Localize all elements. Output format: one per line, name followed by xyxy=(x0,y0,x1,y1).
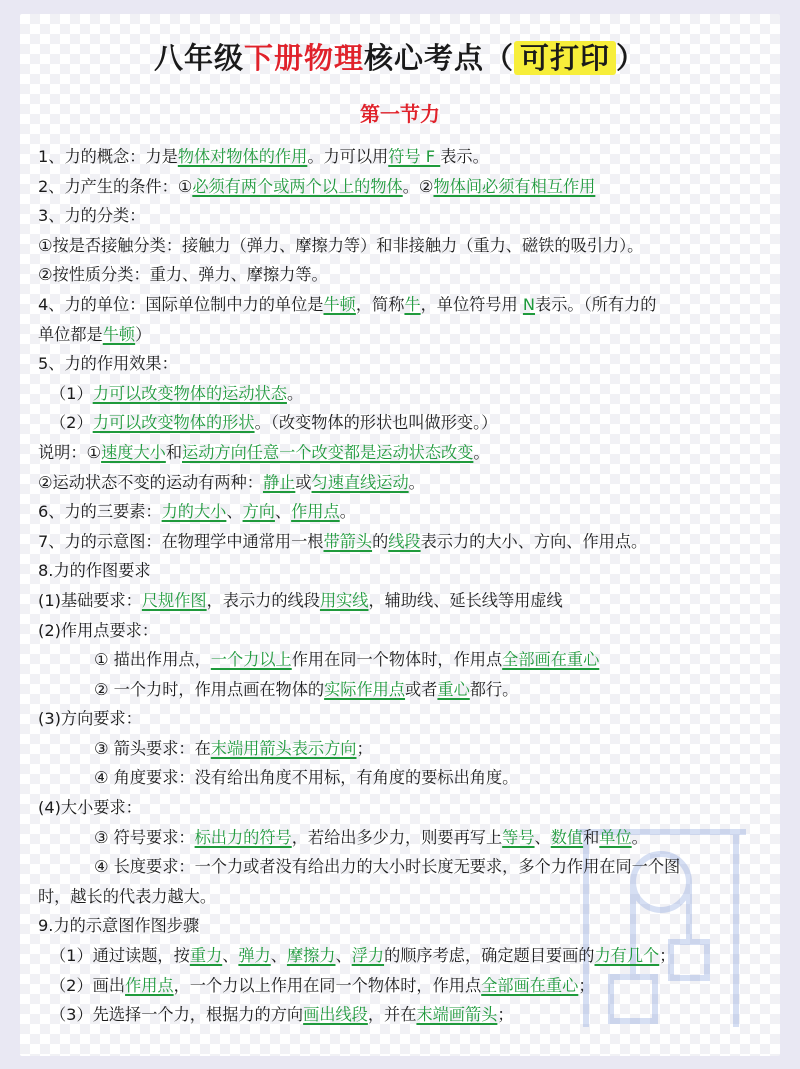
title-part-topic: 核心考点（ xyxy=(363,41,514,75)
line-text: ； xyxy=(356,738,373,758)
key-term: 单位 xyxy=(599,827,632,847)
line-text: 5、力的作用效果： xyxy=(38,354,178,374)
key-term: 实际作用点 xyxy=(324,679,406,699)
line-text: 表示力的大小、方向、作用点。 xyxy=(420,531,648,551)
line-text: ，辅助线、延长线等用虚线 xyxy=(368,590,563,610)
content-line xyxy=(38,260,778,290)
content-line xyxy=(38,468,778,498)
line-text: ） xyxy=(135,324,152,344)
key-term: 牛 xyxy=(404,294,421,314)
line-text: 。 xyxy=(286,383,304,403)
content-line xyxy=(38,290,778,320)
line-text: ③ 箭头要求：在 xyxy=(94,738,211,758)
line-text: ① 描出作用点， xyxy=(94,650,211,670)
key-term: 牛顿 xyxy=(102,324,136,344)
key-term: 符号 F xyxy=(388,147,441,166)
line-text: 。 xyxy=(339,502,356,522)
line-text: 、 xyxy=(270,946,287,966)
key-term: 数值 xyxy=(550,827,584,847)
line-text: 9.力的示意图作图步骤 xyxy=(38,916,200,936)
line-text: (3)方向要求： xyxy=(38,709,142,729)
key-term: 尺规作图 xyxy=(141,590,207,610)
key-term: 带箭头 xyxy=(323,531,373,551)
content-line xyxy=(38,349,778,379)
line-text: ，单位符号用 xyxy=(420,294,523,314)
key-term: 速度大小 xyxy=(101,442,166,462)
line-text: 4、力的单位：国际单位制中力的单位是 xyxy=(38,294,324,314)
note-card xyxy=(20,14,780,1056)
line-text: 。 xyxy=(631,827,648,847)
title-printable-badge: 可打印 xyxy=(514,41,616,75)
line-text: 1、力的概念：力是 xyxy=(38,147,178,166)
line-text: （2）画出 xyxy=(50,975,126,995)
key-term: 重心 xyxy=(437,679,470,699)
line-text: ④ 角度要求：没有给出角度不用标，有角度的要标出角度。 xyxy=(94,768,519,788)
content-line xyxy=(38,408,778,438)
key-term: 作用点 xyxy=(291,502,340,522)
content-line xyxy=(38,793,778,823)
key-term: 全部画在重心 xyxy=(481,975,579,995)
content-line xyxy=(38,675,778,705)
line-text: ，一个力以上作用在同一个物体时，作用点 xyxy=(173,975,482,995)
content-line xyxy=(38,645,778,675)
line-text: 作用在同一个物体时，作用点 xyxy=(291,650,503,670)
key-term: 标出力的符号 xyxy=(194,827,292,847)
key-term: 力的大小 xyxy=(161,502,227,522)
key-term: 方向 xyxy=(242,502,275,522)
key-term: 摩擦力 xyxy=(286,946,336,966)
line-text: （3）先选择一个力，根据力的方向 xyxy=(50,1005,304,1025)
line-text: 。 xyxy=(408,472,425,492)
content-line xyxy=(38,320,778,350)
line-text: 或者 xyxy=(405,679,438,699)
line-text: 、 xyxy=(335,946,352,966)
key-term: 匀速直线运动 xyxy=(311,472,409,492)
key-term: 用实线 xyxy=(319,590,369,610)
key-term: 全部画在重心 xyxy=(502,650,600,670)
title-part-grade: 八年级 xyxy=(153,41,244,75)
key-term: 等号 xyxy=(502,827,535,847)
line-text: ④ 长度要求：一个力或者没有给出力的大小时长度无要求，多个力作用在同一个图 xyxy=(94,857,681,877)
content-line xyxy=(38,201,778,231)
line-text: (4)大小要求： xyxy=(38,798,142,818)
key-term: 画出线段 xyxy=(303,1005,368,1025)
line-text: ； xyxy=(659,946,676,966)
key-term: 力可以改变物体的运动状态 xyxy=(92,383,287,403)
line-text: ②运动状态不变的运动有两种： xyxy=(38,472,263,492)
content-line xyxy=(38,172,778,202)
key-term: 重力 xyxy=(189,946,223,966)
content-line xyxy=(38,763,778,793)
key-term: 力可以改变物体的形状 xyxy=(92,413,255,433)
key-term: 一个力以上 xyxy=(210,650,292,670)
content-line xyxy=(38,734,778,764)
line-text: 都行。 xyxy=(469,679,519,699)
key-term: 运动方向任意一个改变都是运动状态改变 xyxy=(182,442,474,462)
content-line xyxy=(38,527,778,557)
line-text: ②按性质分类：重力、弹力、摩擦力等。 xyxy=(38,265,328,285)
line-text: 表示。（所有力的 xyxy=(535,294,657,314)
content-line xyxy=(38,704,778,734)
line-text: 的 xyxy=(372,531,389,551)
line-text: 、 xyxy=(534,827,551,847)
content-body xyxy=(38,142,778,1030)
line-text: ② 一个力时，作用点画在物体的 xyxy=(94,679,325,699)
line-text: (1)基础要求： xyxy=(38,590,142,610)
content-line xyxy=(38,231,778,261)
line-text: 3、力的分类： xyxy=(38,206,146,226)
content-line xyxy=(38,882,778,912)
line-text: ，并在 xyxy=(367,1005,417,1025)
key-term: 线段 xyxy=(388,531,421,551)
content-line xyxy=(38,438,778,468)
line-text: 时，越长的代表力越大。 xyxy=(38,886,217,906)
line-text: （1）通过读题，按 xyxy=(50,946,190,966)
content-line xyxy=(38,616,778,646)
line-text: 或 xyxy=(295,472,312,492)
key-term: 物体间必须有相互作用 xyxy=(433,176,596,196)
line-text: 8.力的作图要求 xyxy=(38,561,151,581)
content-line xyxy=(38,142,778,172)
line-text: 、 xyxy=(274,502,292,522)
line-text: (2)作用点要求： xyxy=(38,620,159,640)
key-term: 浮力 xyxy=(351,946,385,966)
content-line xyxy=(38,497,778,527)
line-text: 表示。 xyxy=(440,147,489,166)
content-line xyxy=(38,971,778,1001)
line-text: 。 xyxy=(473,442,490,462)
line-text: ，表示力的线段 xyxy=(206,590,320,610)
key-term: 物体对物体的作用 xyxy=(177,147,308,166)
line-text: （2） xyxy=(50,413,93,433)
line-text: 、 xyxy=(222,946,239,966)
key-term: 作用点 xyxy=(125,975,174,995)
line-text: 和 xyxy=(583,827,600,847)
line-text: ①按是否接触分类：接触力（弹力、摩擦力等）和非接触力（重力、磁铁的吸引力）。 xyxy=(38,235,644,255)
line-text: 说明：① xyxy=(38,442,102,462)
line-text: 6、力的三要素： xyxy=(38,502,162,522)
line-text: （1） xyxy=(50,383,93,403)
key-term: N xyxy=(522,294,536,314)
section-title: 第一节力 xyxy=(360,102,440,126)
key-term: 力有几个 xyxy=(594,946,660,966)
content-line xyxy=(38,823,778,853)
title-close-paren: ） xyxy=(616,41,647,75)
line-text: 7、力的示意图：在物理学中通常用一根 xyxy=(38,531,324,551)
content-line xyxy=(38,556,778,586)
page-title xyxy=(20,36,780,77)
line-text: ； xyxy=(497,1005,514,1025)
line-text: ； xyxy=(578,975,595,995)
line-text: 的顺序考虑，确定题目要画的 xyxy=(384,946,595,966)
content-line xyxy=(38,1000,778,1030)
content-line xyxy=(38,379,778,409)
line-text: 。② xyxy=(402,176,434,196)
line-text: 单位都是 xyxy=(38,324,103,344)
title-part-subject: 下册物理 xyxy=(243,41,364,75)
key-term: 弹力 xyxy=(238,946,271,966)
line-text: 。力可以用 xyxy=(307,147,389,166)
key-term: 末端用箭头表示方向 xyxy=(210,738,357,758)
key-term: 牛顿 xyxy=(323,294,356,314)
line-text: 2、力产生的条件：① xyxy=(38,176,193,196)
key-term: 静止 xyxy=(262,472,296,492)
line-text: ，若给出多少力，则要再写上 xyxy=(291,827,503,847)
line-text: ③ 符号要求： xyxy=(94,827,195,847)
line-text: 和 xyxy=(165,442,183,462)
line-text: 、 xyxy=(226,502,243,522)
key-term: 末端画箭头 xyxy=(416,1005,498,1025)
line-text: ，简称 xyxy=(355,294,405,314)
content-line xyxy=(38,941,778,971)
key-term: 必须有两个或两个以上的物体 xyxy=(192,176,403,196)
content-line xyxy=(38,852,778,882)
content-line xyxy=(38,586,778,616)
line-text: 。（改变物体的形状也叫做形变。） xyxy=(254,413,498,433)
content-line xyxy=(38,911,778,941)
